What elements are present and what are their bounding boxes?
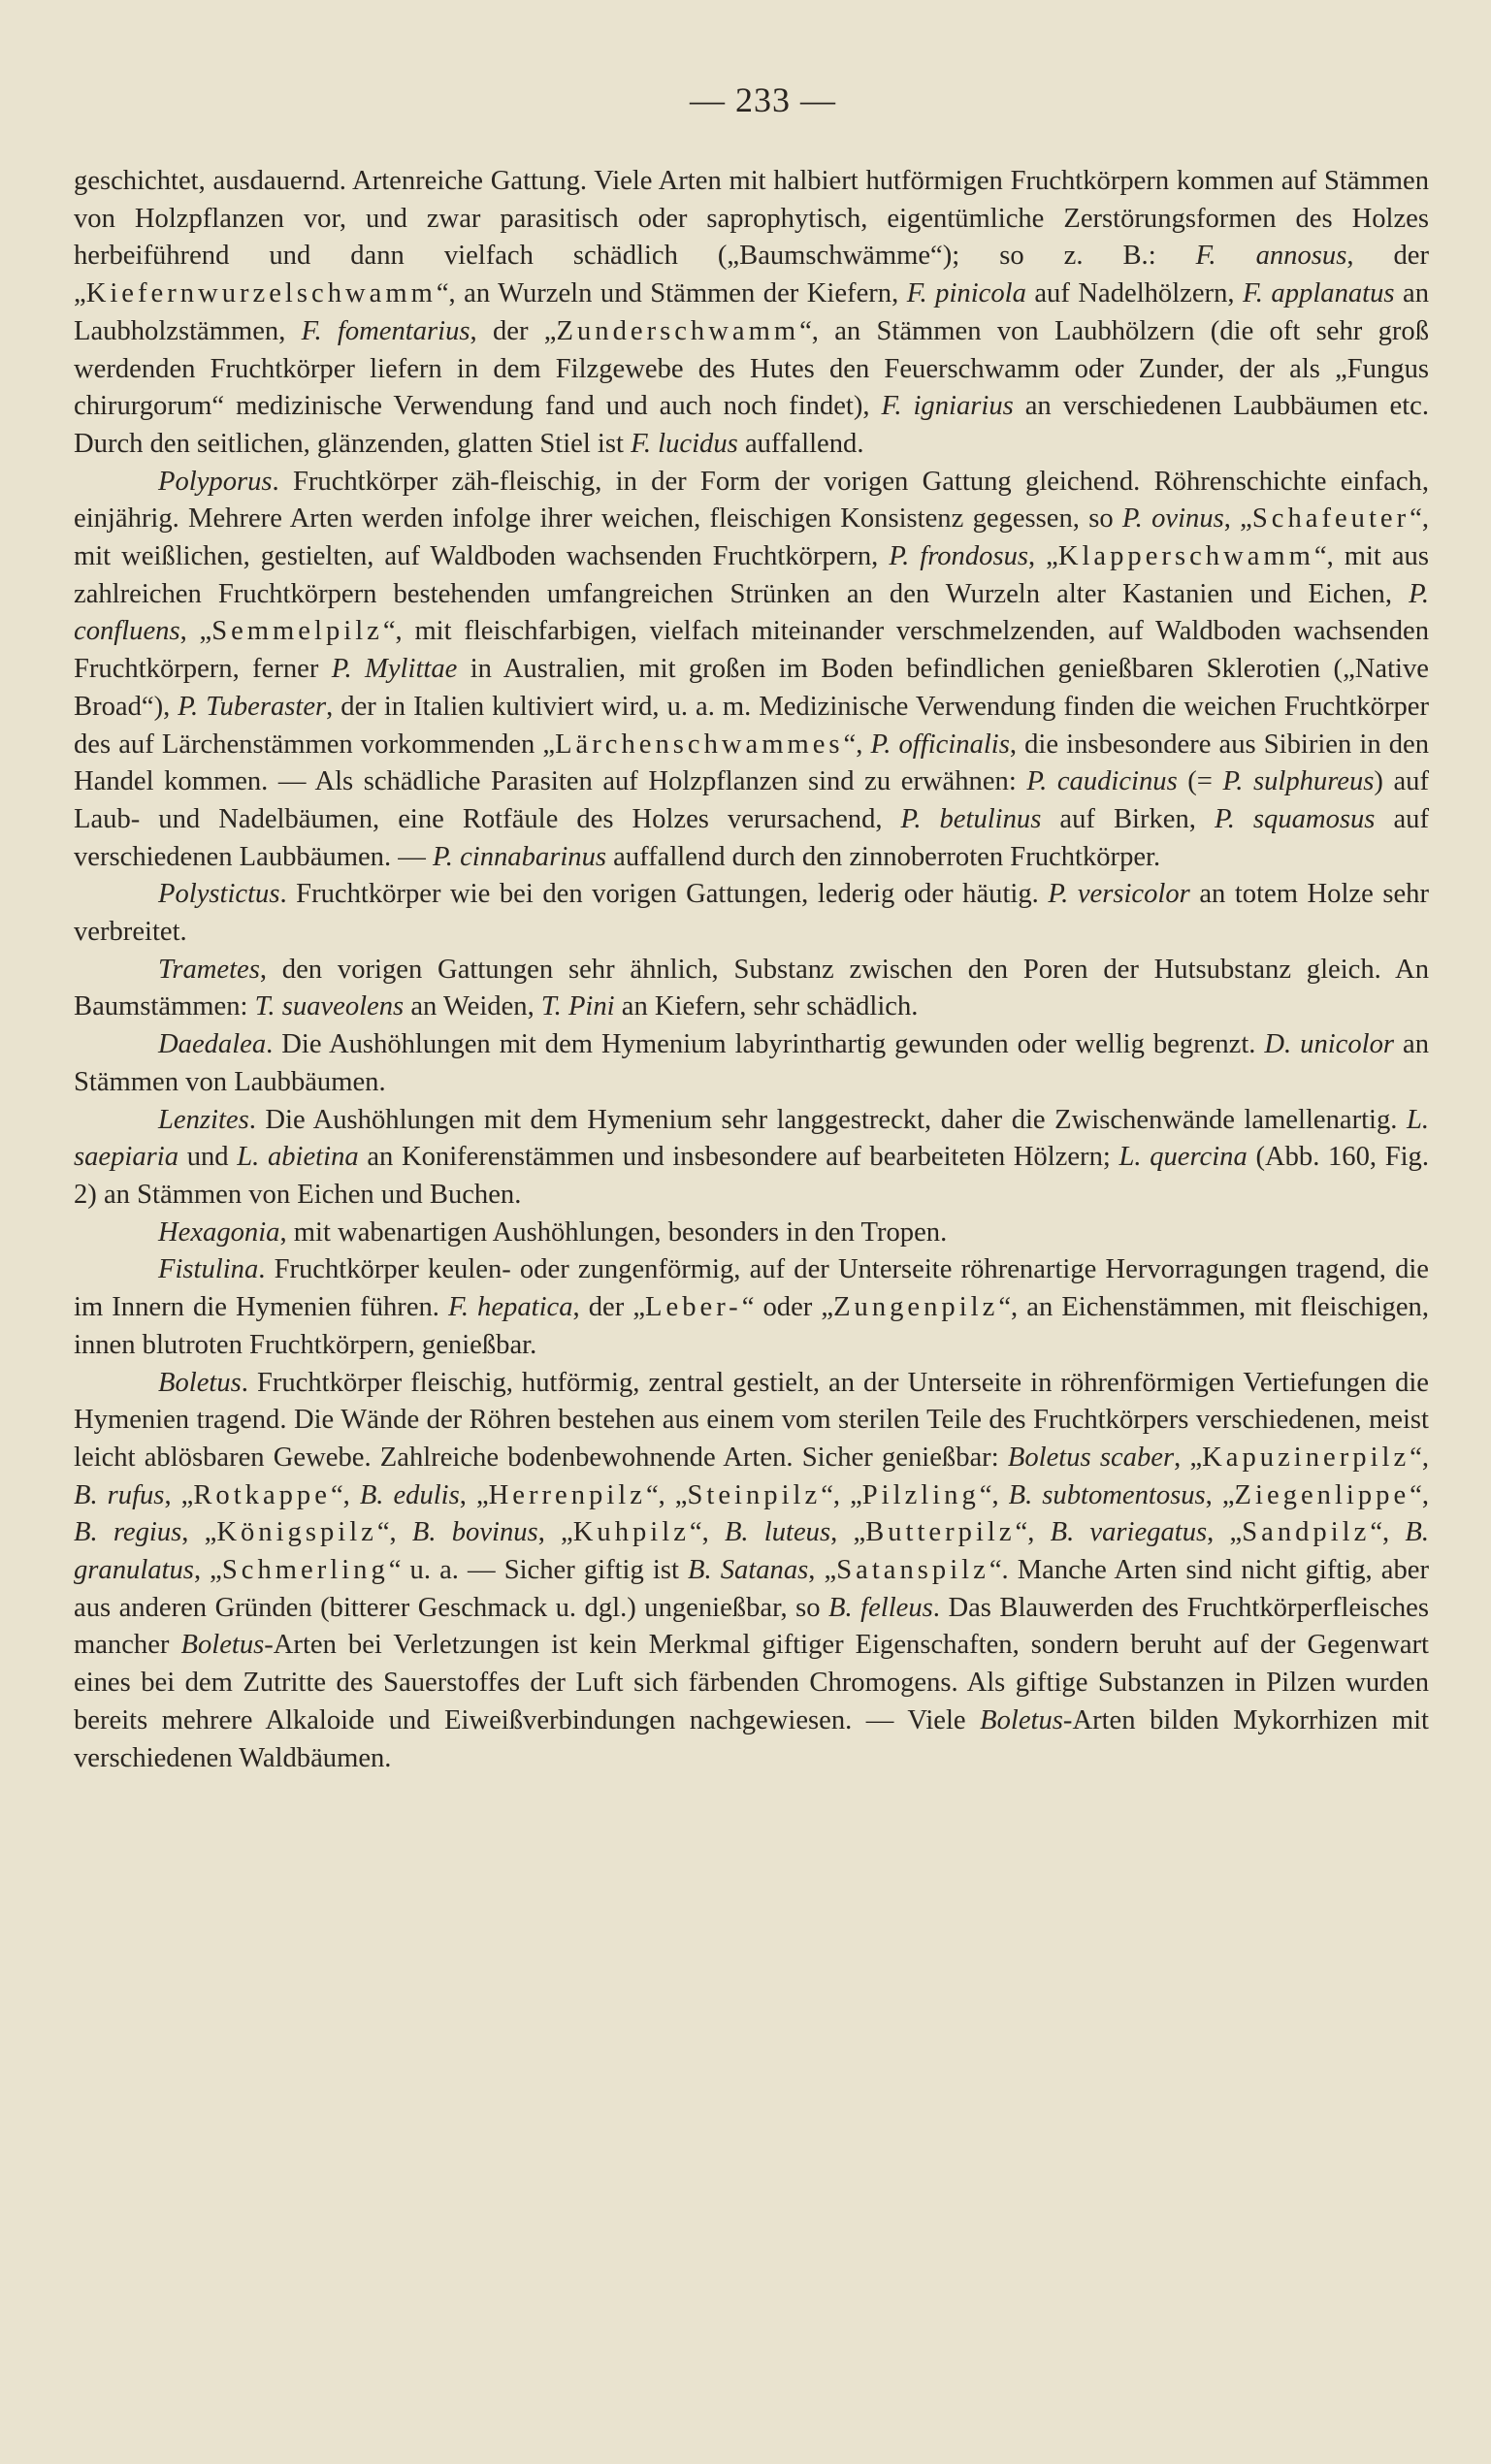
italic-taxon: P. Mylittae (331, 654, 458, 685)
text-run: , mit wabenartigen Aushöhlungen, besonders in den Tropen. (279, 1216, 948, 1248)
text-run: “, an Stämmen von Laubhölzern (die oft sehr groß werdenden Fruchtkörper liefern in dem Filzgewebe des Hutes den Feuerschwamm oder Zunder, der als „Fungus chirurgorum“ medizinische Verwendung fand und auch noch findet), (74, 315, 1429, 422)
italic-taxon: Lenzites (158, 1104, 249, 1135)
text-run: und (178, 1142, 238, 1173)
text-run: auffallend. (737, 428, 864, 459)
text-run: , „ (1205, 1479, 1235, 1510)
italic-taxon: Polystictus (158, 879, 280, 910)
italic-taxon: F. annosus (1195, 241, 1347, 272)
text-run: (= (1177, 766, 1223, 797)
spaced-common-name: Sandpilz (1242, 1517, 1371, 1548)
italic-taxon: P. versicolor (1048, 879, 1190, 910)
text-run: an Koniferenstämmen und insbesondere auf bearbeiteten Hölzern; (358, 1142, 1119, 1173)
italic-taxon: Fistulina (158, 1254, 259, 1285)
text-run: , „ (1207, 1517, 1243, 1548)
spaced-common-name: Semmelpilz (211, 616, 383, 647)
italic-taxon: P. Tuberaster (178, 691, 327, 722)
italic-taxon: P. caudicinus (1026, 766, 1178, 797)
text-run: (Abb. 160, Fig. 2) an Stämmen von Eichen und Buchen. (74, 1142, 1429, 1210)
italic-taxon: B. felleus (828, 1592, 933, 1623)
italic-taxon: Polyporus (158, 466, 273, 497)
italic-taxon: P. officinalis (870, 729, 1010, 760)
text-run: auf Birken, (1041, 803, 1215, 834)
italic-taxon: P. confluens (74, 578, 1429, 647)
paragraph (74, 1365, 1429, 1778)
italic-taxon: L. quercina (1118, 1142, 1248, 1173)
text-run: “. Manche Arten sind nicht giftig, aber aus anderen Gründen (bitterer Geschmack u. dgl.) ungenießbar, so (74, 1555, 1429, 1623)
text-run: , „ (179, 616, 212, 647)
text-run: . Fruchtkörper zäh-fleischig, in der Form der vorigen Gattung gleichend. Röhrenschichte einfach, einjährig. Mehrere Arten werden infolge ihrer weichen, fleischigen Konsistenz gegessen, so (74, 466, 1429, 535)
text-run: , „ (181, 1517, 217, 1548)
paragraph (74, 1102, 1429, 1215)
text-run: an Weiden, (404, 991, 541, 1022)
body-text (74, 163, 1429, 1777)
spaced-common-name: Schafeuter (1251, 503, 1410, 535)
italic-taxon: F. applanatus (1243, 278, 1395, 309)
spaced-common-name: Königspilz (216, 1517, 377, 1548)
text-run: . Das Blauwerden des Fruchtkörperfleisches mancher (74, 1592, 1430, 1661)
italic-taxon: B. rufus (74, 1479, 165, 1510)
italic-taxon: Boletus scaber (1007, 1442, 1175, 1473)
italic-taxon: B. regius (74, 1517, 182, 1548)
text-run: -Arten bei Verletzungen ist kein Merkmal giftiger Eigenschaften, sondern beruht auf der Gegenwart eines bei dem Zutritte des Sauerstoffes der Luft sich färbenden Chromogens. Als giftige Substanzen in Pilzen wurden bereits mehrere Alkaloide und Eiweißverbindungen nachgewiesen. — Viele (74, 1630, 1429, 1735)
text-run: “, an Eichenstämmen, mit fleischigen, innen blutroten Fruchtkörpern, genießbar. (74, 1292, 1429, 1360)
text-run: auffallend durch den zinnoberroten Fruchtkörper. (606, 841, 1161, 872)
spaced-common-name: Butterpilz (865, 1517, 1016, 1548)
text-run: auf verschiedenen Laubbäumen. — (74, 803, 1429, 872)
spaced-common-name: Lärchenschwammes (555, 729, 844, 760)
italic-taxon: Boletus (980, 1704, 1063, 1735)
italic-taxon: F. igniarius (881, 391, 1014, 422)
italic-taxon: P. frondosus (889, 541, 1028, 572)
italic-taxon: P. ovinus (1121, 503, 1224, 535)
text-run: . Fruchtkörper wie bei den vorigen Gattungen, lederig oder häutig. (279, 879, 1049, 910)
spaced-common-name: Herrenpilz (488, 1479, 646, 1510)
text-run: , den vorigen Gattungen sehr ähnlich, Substanz zwischen den Poren der Hutsubstanz gleich. An Baumstämmen: (74, 954, 1429, 1022)
italic-taxon: T. Pini (540, 991, 615, 1022)
text-run: “, „ (645, 1479, 688, 1510)
spaced-common-name: Ziegenlippe (1234, 1479, 1410, 1510)
text-run: ) auf Laub- und Nadelbäumen, eine Rotfäule des Holzes verursachend, (74, 766, 1429, 834)
italic-taxon: Boletus (180, 1630, 265, 1661)
spaced-common-name: Schmerling (221, 1555, 389, 1586)
text-run: “, (1015, 1517, 1051, 1548)
italic-taxon: B. edulis (359, 1479, 460, 1510)
italic-taxon: F. pinicola (906, 278, 1026, 309)
text-run: an Kiefern, sehr schädlich. (614, 991, 919, 1022)
spaced-common-name: Zungenpilz (833, 1292, 999, 1323)
spaced-common-name: Rotkappe (193, 1479, 331, 1510)
italic-taxon: B. bovinus (411, 1517, 538, 1548)
text-run: “, (1410, 1479, 1429, 1510)
paragraph (74, 952, 1429, 1026)
italic-taxon: Daedalea (158, 1029, 267, 1060)
italic-taxon: B. granulatus (74, 1517, 1430, 1586)
paragraph (74, 1215, 1429, 1252)
paragraph (74, 1251, 1429, 1364)
text-run: “, (843, 729, 871, 760)
text-run: “, (376, 1517, 412, 1548)
text-run: “, an Wurzeln und Stämmen der Kiefern, (436, 278, 907, 309)
italic-taxon: F. fomentarius (301, 315, 470, 346)
text-run: “, (1370, 1517, 1406, 1548)
spaced-common-name: Steinpilz (687, 1479, 822, 1510)
italic-taxon: B. subtomentosus (1008, 1479, 1206, 1510)
text-run: “, (979, 1479, 1009, 1510)
page-number: — 233 — (690, 81, 836, 119)
text-run: “ oder „ (741, 1292, 834, 1323)
italic-taxon: B. Satanas (688, 1555, 809, 1586)
text-run: “, mit fleischfarbigen, vielfach miteinander verschmelzenden, auf Waldboden wachsenden Fruchtkörpern, ferner (74, 616, 1429, 685)
spaced-common-name: Kiefernwurzelschwamm (85, 278, 437, 309)
text-run: , der in Italien kultiviert wird, u. a. m. Medizinische Verwendung finden die weichen Fruchtkörper des auf Lärchenstämmen vorkommenden „ (74, 691, 1429, 760)
paragraph (74, 876, 1429, 951)
italic-taxon: L. abietina (237, 1142, 359, 1173)
italic-taxon: T. suaveolens (254, 991, 405, 1022)
italic-taxon: P. sulphureus (1222, 766, 1375, 797)
text-run: “, „ (821, 1479, 862, 1510)
text-run: in Australien, mit großen im Boden befindlichen genießbaren Sklerotien („Native Broad“), (74, 654, 1429, 722)
italic-taxon: B. variegatus (1050, 1517, 1208, 1548)
spaced-common-name: Satanspilz (836, 1555, 989, 1586)
text-run: auf Nadelhölzern, (1025, 278, 1244, 309)
spaced-common-name: Pilzling (861, 1479, 980, 1510)
text-run: an verschiedenen Laubbäumen etc. Durch den seitlichen, glänzenden, glatten Stiel ist (74, 391, 1429, 459)
spaced-common-name: Leber- (645, 1292, 742, 1323)
italic-taxon: Trametes (158, 954, 260, 985)
text-run: “, (689, 1517, 725, 1548)
italic-taxon: Hexagonia (158, 1216, 280, 1248)
italic-taxon: P. betulinus (900, 803, 1042, 834)
text-run: , „ (808, 1555, 837, 1586)
text-run: , „ (537, 1517, 573, 1548)
text-run: , „ (1223, 503, 1252, 535)
text-run: “, (1410, 1442, 1430, 1473)
text-run: , der „ (572, 1292, 646, 1323)
paragraph (74, 464, 1429, 877)
text-run: , die insbesondere aus Sibirien in den Handel kommen. — Als schädliche Parasiten auf Holzpflanzen sind zu erwähnen: (74, 729, 1430, 797)
italic-taxon: F. lucidus (631, 428, 738, 459)
spaced-common-name: Zunderschwamm (556, 315, 800, 346)
text-run: an totem Holze sehr verbreitet. (74, 879, 1429, 948)
text-run: -Arten bilden Mykorrhizen mit verschiedenen Waldbäumen. (74, 1704, 1429, 1773)
spaced-common-name: Kuhpilz (572, 1517, 690, 1548)
text-run: “, (330, 1479, 360, 1510)
text-run: . Fruchtkörper keulen- oder zungenförmig, auf der Unterseite röhrenartige Hervorragungen tragend, die im Innern die Hymenien führen. (74, 1254, 1429, 1323)
text-run: . Fruchtkörper fleischig, hutförmig, zentral gestielt, an der Unterseite in röhrenförmigen Vertiefungen die Hymenien tragend. Die Wände der Röhren bestehen aus einem vom sterilen Teile des Fruchtkörpers verschiedenen, meist leicht ablösbaren Gewebe. Zahlreiche bodenbewohnende Arten. Sicher genießbar: (74, 1367, 1429, 1473)
italic-taxon: B. luteus (724, 1517, 831, 1548)
text-run: “, mit weißlichen, gestielten, auf Waldboden wachsenden Fruchtkörpern, (74, 503, 1429, 572)
italic-taxon: P. squamosus (1214, 803, 1376, 834)
text-run: , „ (1174, 1442, 1203, 1473)
text-run: , „ (830, 1517, 866, 1548)
text-run: . Die Aushöhlungen mit dem Hymenium labyrinthartig gewunden oder wellig begrenzt. (266, 1029, 1265, 1060)
text-run: , „ (193, 1555, 222, 1586)
spaced-common-name: Klapperschwamm (1057, 541, 1314, 572)
text-run: geschichtet, ausdauernd. Artenreiche Gattung. Viele Arten mit halbiert hutförmigen Fruchtkörpern kommen auf Stämmen von Holzpflanzen vor, und zwar parasitisch oder saprophytisch, eigentümliche Zerstörungsformen des Holzes herbeiführend und dann vielfach schädlich („Baumschwämme“); so z. B.: (74, 166, 1429, 272)
text-run: . Die Aushöhlungen mit dem Hymenium sehr langgestreckt, daher die Zwischenwände lamellenartig. (248, 1104, 1407, 1135)
italic-taxon: P. cinnabarinus (433, 841, 606, 872)
italic-taxon: D. unicolor (1264, 1029, 1395, 1060)
paragraph (74, 163, 1429, 464)
paragraph (74, 1026, 1429, 1101)
text-run: an Stämmen von Laubbäumen. (74, 1029, 1429, 1097)
text-run: , „ (459, 1479, 489, 1510)
text-run: “ u. a. — Sicher giftig ist (388, 1555, 689, 1586)
text-run: , der „ (470, 315, 557, 346)
text-run: an Laubholzstämmen, (74, 278, 1430, 346)
text-run: , der „ (74, 241, 1429, 309)
spaced-common-name: Kapuzinerpilz (1202, 1442, 1410, 1473)
italic-taxon: L. saepiaria (74, 1104, 1429, 1173)
text-run: , „ (1028, 541, 1058, 572)
italic-taxon: Boletus (158, 1367, 242, 1398)
text-run: “, mit aus zahlreichen Fruchtkörpern bestehenden umfangreichen Strünken an den Wurzeln alter Kastanien und Eichen, (74, 541, 1429, 609)
text-run: , „ (164, 1479, 194, 1510)
italic-taxon: F. hepatica (448, 1292, 573, 1323)
